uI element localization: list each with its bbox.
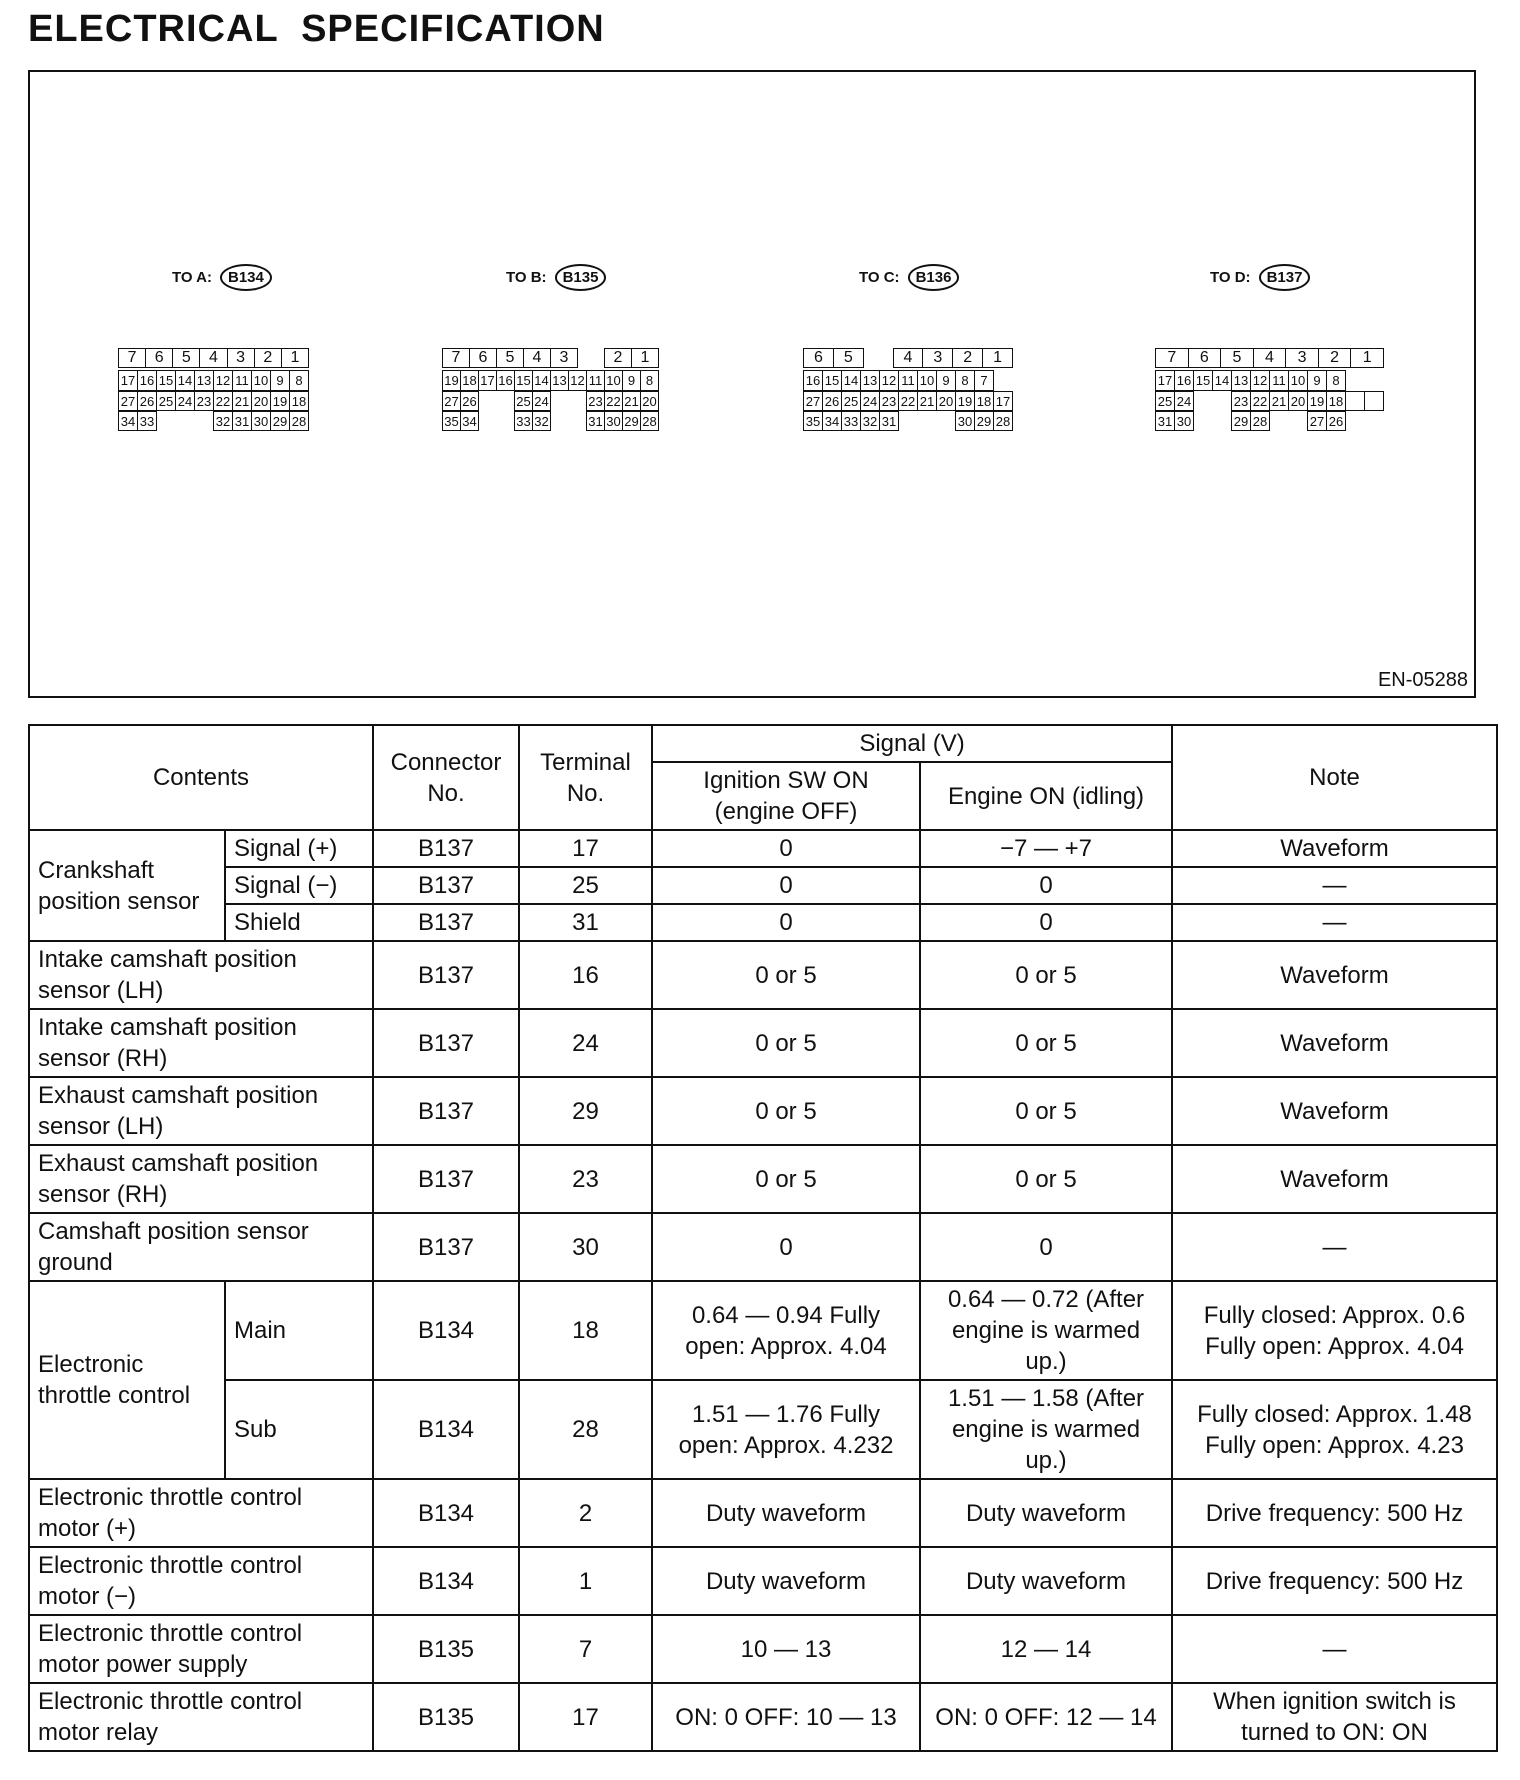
terminal-cell: 31 [519, 904, 652, 941]
content-cell: Intake camshaft position sensor (LH) [29, 941, 373, 1009]
connector-pin: 19 [955, 391, 975, 411]
connector-pin: 8 [640, 370, 659, 391]
ignition-signal-cell: 0 or 5 [652, 1077, 920, 1145]
connector-pin: 15 [156, 370, 176, 391]
engine-signal-cell: 1.51 — 1.58 (After engine is warmed up.) [920, 1380, 1172, 1479]
connector-pin: 17 [118, 370, 138, 391]
content-cell: Electronic throttle control motor (−) [29, 1547, 373, 1615]
connector-pin: 23 [879, 391, 899, 411]
connector-pin: 14 [841, 370, 861, 391]
ignition-signal-cell: 0 or 5 [652, 941, 920, 1009]
connector-pin: 32 [860, 411, 880, 431]
connector-pin: 11 [232, 370, 252, 391]
table-row [29, 1281, 1497, 1380]
header-note: Note [1172, 725, 1497, 830]
connector-pin: 10 [251, 370, 271, 391]
content-cell: Electronic throttle control motor (+) [29, 1479, 373, 1547]
connector-pin: 33 [137, 411, 157, 431]
ignition-signal-cell: 0 [652, 867, 920, 904]
connector-pin: 17 [993, 391, 1013, 411]
connector-pin: 10 [604, 370, 623, 391]
connector-pin: 31 [1155, 411, 1175, 431]
connector-pin: 28 [289, 411, 309, 431]
connector-label-c [859, 264, 959, 291]
connector-cell: B135 [373, 1615, 519, 1683]
connector-id-badge: B134 [220, 264, 272, 291]
table-row [29, 1145, 1497, 1213]
header-ignition-on: Ignition SW ON (engine OFF) [652, 762, 920, 830]
connector-prefix: TO C: [859, 269, 900, 286]
connector-pin: 27 [442, 391, 461, 411]
table-row [29, 867, 1497, 904]
connector-cell: B137 [373, 1009, 519, 1077]
connector-pin: 23 [586, 391, 605, 411]
content-cell: Electronic throttle control motor relay [29, 1683, 373, 1751]
connector-pin: 14 [1212, 370, 1232, 391]
figure-id: EN-05288 [1377, 669, 1468, 691]
connector-pin: 17 [1155, 370, 1175, 391]
note-cell: Waveform [1172, 1009, 1497, 1077]
header-signal: Signal (V) [652, 725, 1172, 762]
connector-diagram [28, 70, 1476, 698]
connector-pin: 28 [993, 411, 1013, 431]
connector-pin: 22 [604, 391, 623, 411]
connector-pin: 31 [586, 411, 605, 431]
connector-pin: 23 [194, 391, 214, 411]
engine-signal-cell: Duty waveform [920, 1547, 1172, 1615]
connector-pin: 24 [175, 391, 195, 411]
connector-pin: 1 [631, 348, 659, 368]
connector-pin: 5 [496, 348, 524, 368]
engine-signal-cell: Duty waveform [920, 1479, 1172, 1547]
connector-pin: 21 [232, 391, 252, 411]
connector-pin: 16 [803, 370, 823, 391]
connector-pin: 20 [251, 391, 271, 411]
connector-pin: 23 [1231, 391, 1251, 411]
connector-pin: 3 [550, 348, 578, 368]
connector-pin: 11 [1269, 370, 1289, 391]
engine-signal-cell: 0.64 — 0.72 (After engine is warmed up.) [920, 1281, 1172, 1380]
terminal-cell: 28 [519, 1380, 652, 1479]
ignition-signal-cell: Duty waveform [652, 1547, 920, 1615]
connector-pin: 21 [917, 391, 937, 411]
note-cell: Waveform [1172, 830, 1497, 867]
sub-content-cell: Shield [225, 904, 373, 941]
ignition-signal-cell: 0 [652, 1213, 920, 1281]
connector-pin: 12 [1250, 370, 1270, 391]
connector-pin: 26 [1326, 411, 1346, 431]
connector-pin: 29 [1231, 411, 1251, 431]
connector-cell: B137 [373, 1213, 519, 1281]
connector-pin: 20 [1288, 391, 1308, 411]
content-cell: Electronic throttle control motor power supply [29, 1615, 373, 1683]
terminal-cell: 1 [519, 1547, 652, 1615]
engine-signal-cell: 0 or 5 [920, 1145, 1172, 1213]
note-cell: Waveform [1172, 941, 1497, 1009]
connector-pin: 4 [893, 348, 924, 368]
connector-pin: 3 [227, 348, 255, 368]
note-cell: Fully closed: Approx. 0.6 Fully open: Approx. 4.04 [1172, 1281, 1497, 1380]
connector-pin: 18 [460, 370, 479, 391]
note-cell: Drive frequency: 500 Hz [1172, 1479, 1497, 1547]
connector-pin: 26 [137, 391, 157, 411]
connector-pin: 28 [1250, 411, 1270, 431]
connector-pin: 34 [460, 411, 479, 431]
connector-pin: 8 [1326, 370, 1346, 391]
connector-pin: 6 [145, 348, 173, 368]
table-row [29, 904, 1497, 941]
connector-pin: 2 [254, 348, 282, 368]
terminal-cell: 7 [519, 1615, 652, 1683]
note-cell: Drive frequency: 500 Hz [1172, 1547, 1497, 1615]
connector-pin: 2 [604, 348, 632, 368]
connector-pin: 13 [1231, 370, 1251, 391]
note-cell: When ignition switch is turned to ON: ON [1172, 1683, 1497, 1751]
connector-pin: 5 [833, 348, 864, 368]
connector-pin: 7 [974, 370, 994, 391]
table-row [29, 1683, 1497, 1751]
note-cell: Waveform [1172, 1077, 1497, 1145]
connector-pin: 29 [974, 411, 994, 431]
connector-pin [1345, 391, 1365, 411]
connector-cell: B137 [373, 1077, 519, 1145]
connector-pin: 13 [550, 370, 569, 391]
connector-pin: 7 [118, 348, 146, 368]
connector-cell: B137 [373, 1145, 519, 1213]
header-connector: Connector No. [373, 725, 519, 830]
connector-pin: 7 [1155, 348, 1189, 368]
connector-pin: 7 [442, 348, 470, 368]
terminal-cell: 16 [519, 941, 652, 1009]
connector-label-b [506, 264, 606, 291]
connector-pin: 30 [604, 411, 623, 431]
engine-signal-cell: 0 [920, 867, 1172, 904]
connector-cell: B137 [373, 867, 519, 904]
connector-pin: 35 [442, 411, 461, 431]
sub-content-cell: Signal (+) [225, 830, 373, 867]
ignition-signal-cell: 0 or 5 [652, 1009, 920, 1077]
connector-pin: 26 [822, 391, 842, 411]
table-row [29, 830, 1497, 867]
connector-pin: 1 [281, 348, 309, 368]
connector-pin: 14 [175, 370, 195, 391]
header-engine-on: Engine ON (idling) [920, 762, 1172, 830]
connector-pin: 4 [199, 348, 227, 368]
connector-pin: 10 [917, 370, 937, 391]
connector-pin: 5 [172, 348, 200, 368]
connector-pin: 32 [532, 411, 551, 431]
connector-pin: 22 [898, 391, 918, 411]
connector-pin: 21 [622, 391, 641, 411]
note-cell: — [1172, 867, 1497, 904]
connector-pin: 1 [1350, 348, 1384, 368]
connector-pin: 22 [1250, 391, 1270, 411]
connector-pin: 18 [289, 391, 309, 411]
connector-pin: 27 [803, 391, 823, 411]
connector-pin: 27 [1307, 411, 1327, 431]
connector-pin: 29 [270, 411, 290, 431]
table-row [29, 1615, 1497, 1683]
engine-signal-cell: 12 — 14 [920, 1615, 1172, 1683]
note-cell: — [1172, 1213, 1497, 1281]
engine-signal-cell: −7 — +7 [920, 830, 1172, 867]
connector-prefix: TO A: [172, 269, 212, 286]
connector-pin: 9 [1307, 370, 1327, 391]
table-row [29, 1009, 1497, 1077]
table-row [29, 1213, 1497, 1281]
connector-pin: 25 [841, 391, 861, 411]
connector-pin: 18 [1326, 391, 1346, 411]
connector-pin: 25 [514, 391, 533, 411]
connector-id-badge: B136 [908, 264, 960, 291]
sub-content-cell: Sub [225, 1380, 373, 1479]
connector-pin: 32 [213, 411, 233, 431]
engine-signal-cell: 0 or 5 [920, 1009, 1172, 1077]
connector-id-badge: B135 [555, 264, 607, 291]
connector-pin: 31 [232, 411, 252, 431]
connector-id-badge: B137 [1259, 264, 1311, 291]
connector-cell: B137 [373, 830, 519, 867]
connector-pin: 12 [879, 370, 899, 391]
connector-pin: 35 [803, 411, 823, 431]
connector-pin: 33 [514, 411, 533, 431]
connector-pin: 8 [289, 370, 309, 391]
connector-pin: 25 [1155, 391, 1175, 411]
connector-prefix: TO B: [506, 269, 547, 286]
header-terminal: Terminal No. [519, 725, 652, 830]
connector-cell: B135 [373, 1683, 519, 1751]
connector-pin: 24 [860, 391, 880, 411]
connector-cell: B134 [373, 1547, 519, 1615]
engine-signal-cell: ON: 0 OFF: 12 — 14 [920, 1683, 1172, 1751]
connector-pin: 16 [137, 370, 157, 391]
ignition-signal-cell: 0 or 5 [652, 1145, 920, 1213]
terminal-cell: 25 [519, 867, 652, 904]
connector-pin: 9 [622, 370, 641, 391]
content-cell: Electronic throttle control [29, 1281, 225, 1479]
engine-signal-cell: 0 [920, 904, 1172, 941]
connector-cell: B137 [373, 904, 519, 941]
connector-pin: 33 [841, 411, 861, 431]
ignition-signal-cell: 0.64 — 0.94 Fully open: Approx. 4.04 [652, 1281, 920, 1380]
ignition-signal-cell: Duty waveform [652, 1479, 920, 1547]
connector-pin: 27 [118, 391, 138, 411]
connector-cell: B134 [373, 1479, 519, 1547]
connector-pin: 6 [469, 348, 497, 368]
connector-pin: 8 [955, 370, 975, 391]
content-cell: Intake camshaft position sensor (RH) [29, 1009, 373, 1077]
content-cell: Crankshaft position sensor [29, 830, 225, 941]
connector-pin: 9 [936, 370, 956, 391]
connector-label-a [172, 264, 272, 291]
ignition-signal-cell: 10 — 13 [652, 1615, 920, 1683]
table-row [29, 1547, 1497, 1615]
connector-cell: B137 [373, 941, 519, 1009]
connector-pin: 16 [1174, 370, 1194, 391]
connector-pin: 15 [822, 370, 842, 391]
connector-pin: 31 [879, 411, 899, 431]
connector-cell: B134 [373, 1380, 519, 1479]
note-cell: Waveform [1172, 1145, 1497, 1213]
content-cell: Exhaust camshaft position sensor (RH) [29, 1145, 373, 1213]
ignition-signal-cell: 1.51 — 1.76 Fully open: Approx. 4.232 [652, 1380, 920, 1479]
connector-pin: 11 [586, 370, 605, 391]
connector-pin: 4 [523, 348, 551, 368]
connector-pin: 3 [1285, 348, 1319, 368]
connector-pin: 15 [514, 370, 533, 391]
terminal-cell: 18 [519, 1281, 652, 1380]
note-cell: — [1172, 1615, 1497, 1683]
connector-pin: 25 [156, 391, 176, 411]
table-row [29, 1380, 1497, 1479]
connector-pin: 12 [568, 370, 587, 391]
connector-pin: 16 [496, 370, 515, 391]
connector-pin: 9 [270, 370, 290, 391]
connector-pin: 34 [822, 411, 842, 431]
terminal-cell: 17 [519, 830, 652, 867]
connector-pin: 20 [640, 391, 659, 411]
ignition-signal-cell: ON: 0 OFF: 10 — 13 [652, 1683, 920, 1751]
connector-pin: 30 [955, 411, 975, 431]
connector-prefix: TO D: [1210, 269, 1251, 286]
terminal-cell: 23 [519, 1145, 652, 1213]
ignition-signal-cell: 0 [652, 904, 920, 941]
connector-pin: 3 [922, 348, 953, 368]
content-cell: Exhaust camshaft position sensor (LH) [29, 1077, 373, 1145]
engine-signal-cell: 0 [920, 1213, 1172, 1281]
connector-pin: 21 [1269, 391, 1289, 411]
connector-pin: 15 [1193, 370, 1213, 391]
electrical-spec-table [28, 724, 1498, 1752]
connector-label-d [1210, 264, 1310, 291]
connector-pin: 22 [213, 391, 233, 411]
note-cell: — [1172, 904, 1497, 941]
connector-pin: 29 [622, 411, 641, 431]
connector-pin: 20 [936, 391, 956, 411]
connector-pin: 6 [1188, 348, 1222, 368]
connector-pin: 13 [194, 370, 214, 391]
connector-pin: 12 [213, 370, 233, 391]
connector-pin: 4 [1253, 348, 1287, 368]
engine-signal-cell: 0 or 5 [920, 941, 1172, 1009]
terminal-cell: 24 [519, 1009, 652, 1077]
connector-pin: 19 [270, 391, 290, 411]
table-row [29, 1479, 1497, 1547]
ignition-signal-cell: 0 [652, 830, 920, 867]
connector-pin [1364, 391, 1384, 411]
table-row [29, 941, 1497, 1009]
table-row [29, 1077, 1497, 1145]
connector-cell: B134 [373, 1281, 519, 1380]
note-cell: Fully closed: Approx. 1.48 Fully open: Approx. 4.23 [1172, 1380, 1497, 1479]
connector-pin: 18 [974, 391, 994, 411]
connector-pin: 6 [803, 348, 834, 368]
connector-pin: 34 [118, 411, 138, 431]
connector-pin: 10 [1288, 370, 1308, 391]
connector-pin: 30 [251, 411, 271, 431]
connector-pin: 24 [532, 391, 551, 411]
sub-content-cell: Signal (−) [225, 867, 373, 904]
connector-pin: 11 [898, 370, 918, 391]
connector-pin: 5 [1220, 348, 1254, 368]
terminal-cell: 17 [519, 1683, 652, 1751]
connector-pin: 2 [1318, 348, 1352, 368]
engine-signal-cell: 0 or 5 [920, 1077, 1172, 1145]
connector-pin: 14 [532, 370, 551, 391]
header-row [29, 725, 1497, 762]
connector-pin: 28 [640, 411, 659, 431]
connector-pin: 1 [982, 348, 1013, 368]
terminal-cell: 29 [519, 1077, 652, 1145]
page-title: ELECTRICAL SPECIFICATION [28, 8, 605, 50]
connector-pin: 26 [460, 391, 479, 411]
connector-pin: 24 [1174, 391, 1194, 411]
sub-content-cell: Main [225, 1281, 373, 1380]
content-cell: Camshaft position sensor ground [29, 1213, 373, 1281]
terminal-cell: 2 [519, 1479, 652, 1547]
connector-pin: 2 [952, 348, 983, 368]
connector-pin: 19 [1307, 391, 1327, 411]
connector-pin: 19 [442, 370, 461, 391]
connector-pin: 13 [860, 370, 880, 391]
header-contents: Contents [29, 725, 373, 830]
terminal-cell: 30 [519, 1213, 652, 1281]
connector-pin: 17 [478, 370, 497, 391]
connector-pin: 30 [1174, 411, 1194, 431]
